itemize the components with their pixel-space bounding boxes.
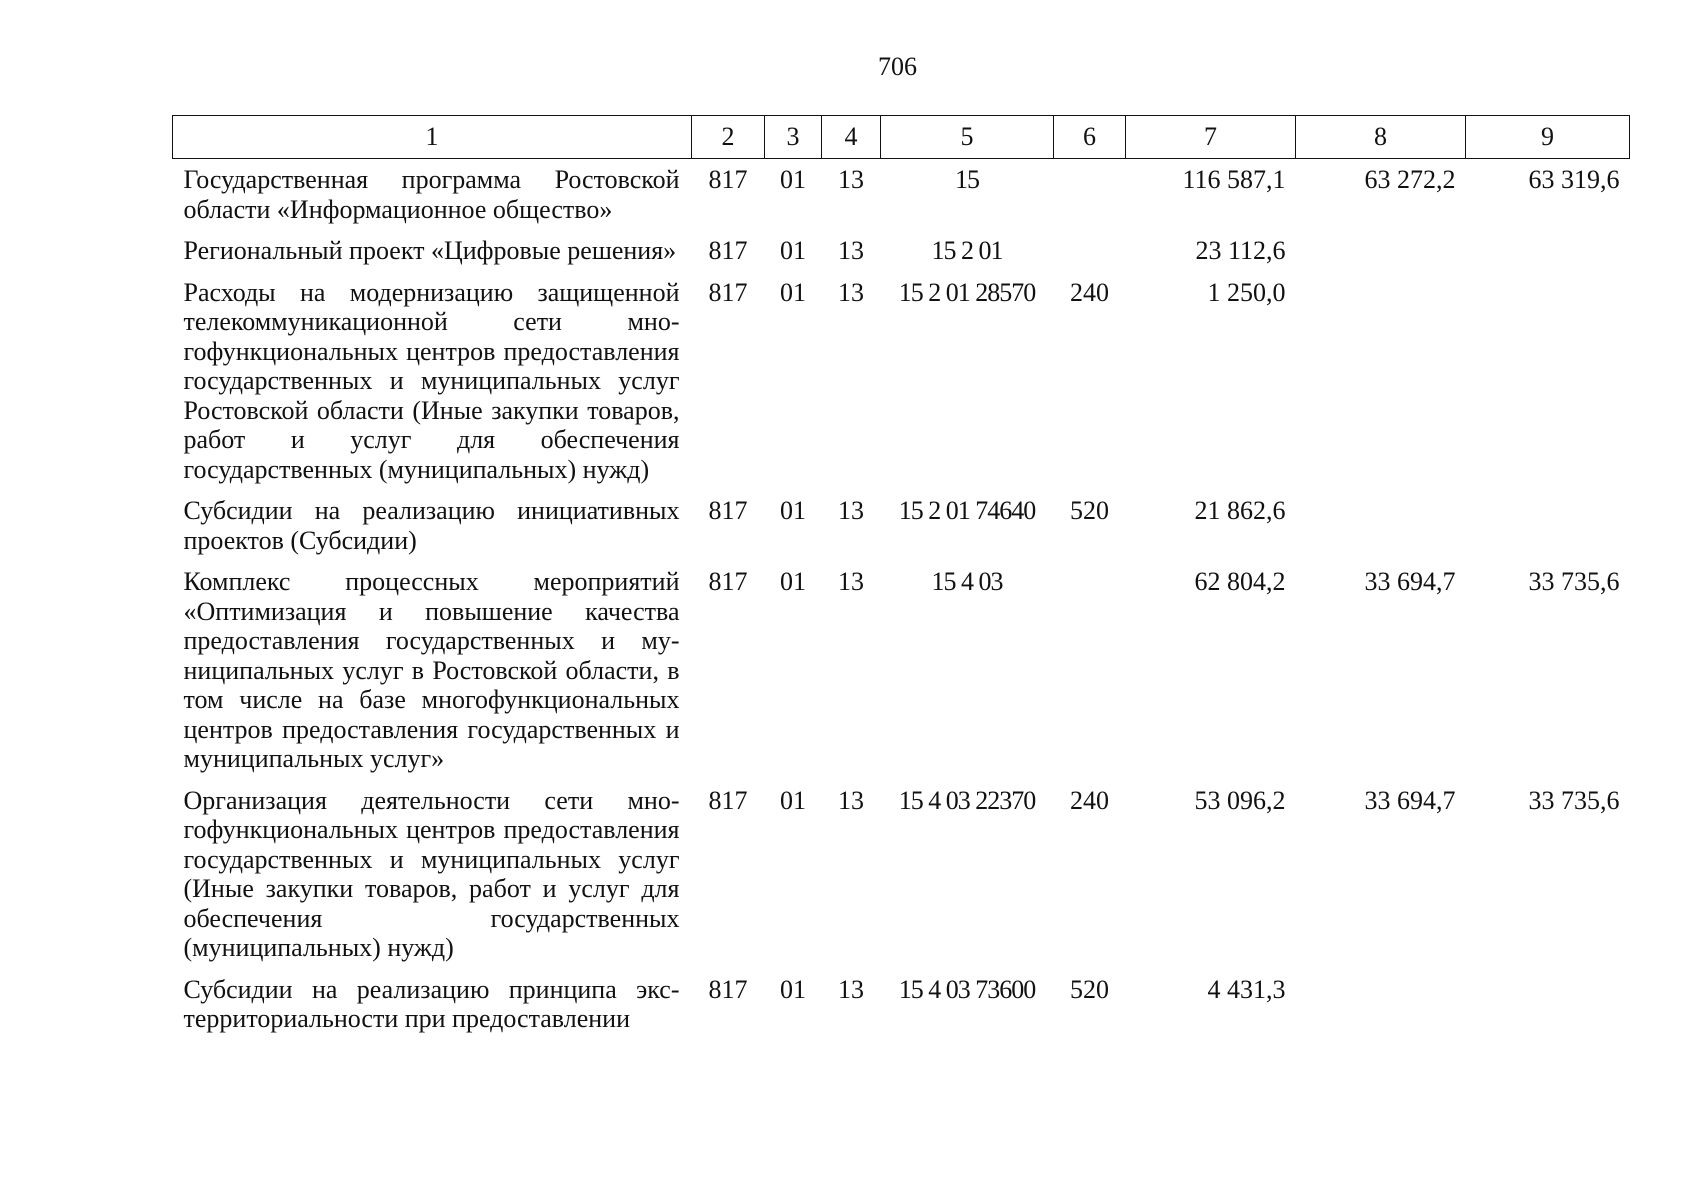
cell-expense-type bbox=[1054, 563, 1126, 782]
cell-amount-col8 bbox=[1296, 232, 1466, 274]
cell-amount-col7: 21 862,6 bbox=[1194, 496, 1286, 525]
cell-amount-col9 bbox=[1466, 274, 1630, 493]
cell-expense-type bbox=[1054, 159, 1126, 233]
row-name: Организация деятельности сети многофункциональных центров предоставления государственных и муниципальных услуг (Иные закупки товаров, работ и услуг для обеспечения государственных (муниципальных) нужд) bbox=[183, 785, 680, 962]
cell-amount-col7: 1 250,0 bbox=[1207, 277, 1286, 307]
cell-target-article: 15 2 01 74640 bbox=[898, 496, 1036, 525]
cell-amount-col9 bbox=[1466, 971, 1630, 1042]
cell-section: 01 bbox=[780, 785, 806, 815]
table-row bbox=[173, 563, 1630, 782]
row-name: Региональный проект «Цифровые решения» bbox=[183, 236, 677, 265]
cell-section: 01 bbox=[780, 974, 806, 1004]
header-cell: 8 bbox=[1296, 116, 1466, 159]
cell-amount-col8 bbox=[1296, 274, 1466, 493]
header-cell: 6 bbox=[1054, 116, 1126, 159]
header-cell: 5 bbox=[881, 116, 1054, 159]
cell-amount-col8: 63 272,2 bbox=[1364, 165, 1456, 194]
table-row bbox=[173, 274, 1630, 493]
table-row bbox=[173, 159, 1630, 233]
row-name: Субсидии на реализацию инициативных проектов (Субсидии) bbox=[183, 496, 680, 555]
cell-amount-col9: 33 735,6 bbox=[1528, 567, 1620, 596]
table-header bbox=[173, 116, 1630, 159]
cell-amount-col8: 33 694,7 bbox=[1364, 567, 1456, 596]
cell-amount-col7: 62 804,2 bbox=[1194, 567, 1286, 596]
cell-amount-col8: 33 694,7 bbox=[1364, 785, 1456, 815]
table-row bbox=[173, 492, 1630, 563]
row-name: Субсидии на реализацию принципа экстерриториальности при предоставлении bbox=[183, 974, 680, 1033]
cell-amount-col9 bbox=[1466, 492, 1630, 563]
header-cell: 1 bbox=[173, 116, 692, 159]
table-row bbox=[173, 782, 1630, 971]
cell-expense-type: 240 bbox=[1070, 277, 1109, 307]
cell-expense-type: 520 bbox=[1070, 496, 1109, 525]
row-name: Расходы на модернизацию защищенной телекоммуникационной сети многофункциональных центров предоставления государственных и муниципальных услуг Ростовской области (Иные закупки товаров, работ и услуг для обеспечения государственных (муниципальных) нужд) bbox=[183, 277, 680, 484]
cell-amount-col7: 4 431,3 bbox=[1207, 974, 1286, 1004]
cell-section: 01 bbox=[780, 277, 806, 307]
table-row bbox=[173, 232, 1630, 274]
cell-subsection: 13 bbox=[838, 165, 864, 194]
header-cell: 4 bbox=[822, 116, 881, 159]
cell-section: 01 bbox=[780, 165, 806, 194]
cell-target-article: 15 bbox=[955, 165, 979, 194]
row-name: Комплекс процессных мероприятий «Оптимизация и повышение качества предоставления государственных и муниципальных услуг в Ростовской области, в том числе на базе многофункциональных центров предоставления государственных и муниципальных услуг» bbox=[183, 567, 680, 773]
cell-subsection: 13 bbox=[838, 785, 864, 815]
cell-amount-col7: 116 587,1 bbox=[1182, 165, 1286, 194]
row-name: Государственная программа Ростовской области «Информационное общество» bbox=[183, 165, 680, 224]
table-row bbox=[173, 971, 1630, 1042]
cell-ved: 817 bbox=[708, 165, 748, 194]
cell-expense-type bbox=[1054, 232, 1126, 274]
cell-ved: 817 bbox=[708, 974, 748, 1004]
header-cell: 9 bbox=[1466, 116, 1630, 159]
cell-section: 01 bbox=[780, 496, 806, 525]
cell-amount-col9 bbox=[1466, 232, 1630, 274]
budget-table bbox=[172, 115, 1630, 1042]
cell-target-article: 15 4 03 22370 bbox=[898, 785, 1036, 815]
cell-subsection: 13 bbox=[838, 974, 864, 1004]
cell-subsection: 13 bbox=[838, 277, 864, 307]
header-row bbox=[173, 116, 1630, 159]
cell-amount-col7: 23 112,6 bbox=[1195, 236, 1286, 265]
page-number: 706 bbox=[878, 52, 917, 81]
cell-expense-type: 520 bbox=[1070, 974, 1109, 1004]
cell-amount-col8 bbox=[1296, 492, 1466, 563]
cell-target-article: 15 2 01 28570 bbox=[898, 277, 1036, 307]
header-cell: 2 bbox=[692, 116, 765, 159]
cell-ved: 817 bbox=[708, 277, 748, 307]
cell-subsection: 13 bbox=[838, 567, 864, 596]
cell-ved: 817 bbox=[708, 785, 748, 815]
cell-target-article: 15 2 01 bbox=[931, 236, 1003, 265]
cell-subsection: 13 bbox=[838, 236, 864, 265]
cell-section: 01 bbox=[780, 236, 806, 265]
cell-section: 01 bbox=[780, 567, 806, 596]
cell-expense-type: 240 bbox=[1070, 785, 1109, 815]
cell-amount-col8 bbox=[1296, 971, 1466, 1042]
cell-ved: 817 bbox=[708, 496, 748, 525]
cell-amount-col7: 53 096,2 bbox=[1194, 785, 1286, 815]
cell-subsection: 13 bbox=[838, 496, 864, 525]
cell-ved: 817 bbox=[708, 567, 748, 596]
cell-ved: 817 bbox=[708, 236, 748, 265]
header-cell: 3 bbox=[765, 116, 822, 159]
table-body bbox=[173, 159, 1630, 1042]
cell-amount-col9: 63 319,6 bbox=[1528, 165, 1620, 194]
cell-target-article: 15 4 03 73600 bbox=[898, 974, 1036, 1004]
cell-target-article: 15 4 03 bbox=[931, 567, 1003, 596]
header-cell: 7 bbox=[1126, 116, 1296, 159]
cell-amount-col9: 33 735,6 bbox=[1528, 785, 1620, 815]
